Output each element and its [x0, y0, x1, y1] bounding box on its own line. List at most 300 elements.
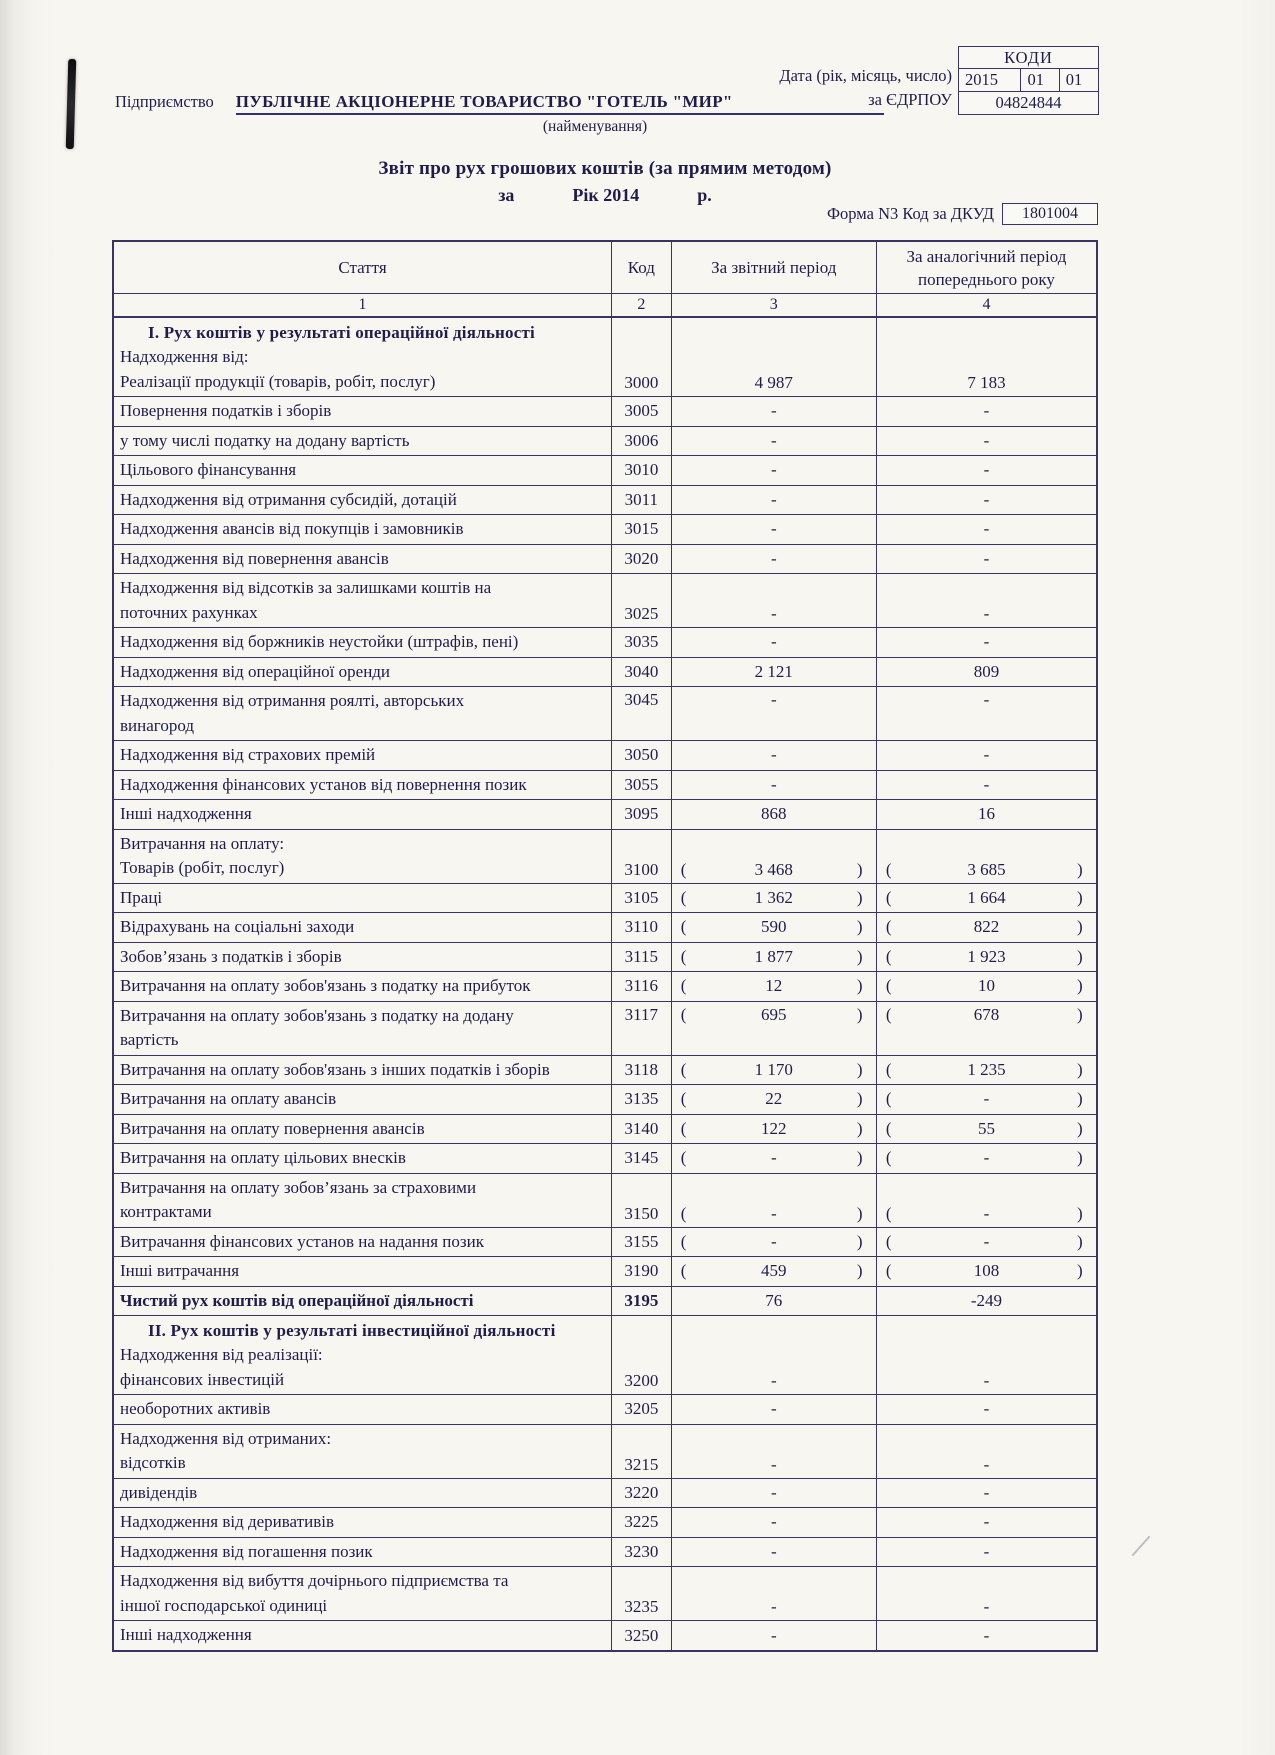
cell-value: -: [983, 1625, 990, 1645]
paren-open: (: [680, 1261, 687, 1281]
code-cell: 3230: [612, 1538, 672, 1567]
value-current-cell: [672, 427, 877, 456]
scan-artifact-mark: [66, 59, 77, 149]
article-cell: [114, 972, 612, 1001]
article-label: Надходження від отримання субсидій, дотацій: [120, 489, 457, 509]
article-cell: [114, 1002, 612, 1055]
value-previous-cell: [877, 1538, 1096, 1567]
article-cell: [114, 1228, 612, 1257]
value-current-cell: [672, 515, 877, 544]
value-previous-cell: [877, 943, 1096, 972]
cell-value: -: [983, 745, 990, 765]
table-row: [114, 1508, 1096, 1538]
cell-value: -: [983, 632, 990, 652]
table-row: [114, 1621, 1096, 1650]
table-body: [114, 318, 1096, 1650]
value-previous-cell: [877, 1287, 1096, 1316]
article-label: у тому числі податку на додану вартість: [120, 430, 410, 450]
article-label: Інші витрачання: [120, 1261, 240, 1280]
article-label: необоротних активів: [120, 1399, 271, 1418]
cell-value: 1 923: [967, 946, 1006, 966]
cell-value: 1 170: [754, 1059, 793, 1079]
table-row: [114, 1174, 1096, 1228]
article-label: Витрачання фінансових установ на надання позик: [120, 1231, 484, 1251]
paren-open: (: [885, 1004, 892, 1024]
paren-close: ): [1076, 1004, 1083, 1024]
table-row: [114, 574, 1096, 628]
table-header-row: [114, 242, 1096, 294]
cell-value: -: [983, 1454, 990, 1474]
cell-value: -: [770, 1482, 777, 1502]
table-row: [114, 800, 1096, 830]
code-cell: 3100: [612, 830, 672, 883]
value-current-cell: [672, 1174, 877, 1227]
date-label: Дата (рік, місяць, число): [779, 66, 952, 85]
paren-close: ): [1076, 1059, 1083, 1079]
article-label: винагород: [120, 715, 194, 735]
code-cell: 3015: [612, 515, 672, 544]
date-month-value: 01: [1021, 69, 1059, 91]
table-column-numbers-row: [114, 294, 1096, 318]
cell-value: -: [983, 1371, 990, 1390]
table-row: [114, 884, 1096, 914]
table-row: [114, 1115, 1096, 1145]
value-current-cell: [672, 1056, 877, 1085]
article-cell: [114, 318, 612, 396]
code-cell: 3118: [612, 1056, 672, 1085]
article-cell: [114, 687, 612, 740]
article-cell: [114, 771, 612, 800]
table-row: [114, 1316, 1096, 1395]
cell-value: 809: [973, 661, 1000, 681]
cell-value: -: [983, 1541, 990, 1561]
article-label: Надходження від вибуття дочірнього підприємства та: [120, 1571, 509, 1590]
value-current-cell: [672, 687, 877, 740]
table-row: [114, 397, 1096, 427]
cell-value: -: [770, 519, 777, 539]
article-label: іншої господарської одиниці: [120, 1595, 328, 1615]
article-cell: [114, 913, 612, 942]
article-cell: [114, 800, 612, 829]
article-label: Надходження від отримання роялті, авторських: [120, 691, 465, 710]
value-current-cell: [672, 574, 877, 627]
value-current-cell: [672, 1567, 877, 1620]
cash-flow-table: [112, 240, 1098, 1652]
cell-value: -: [983, 774, 990, 794]
table-row: [114, 318, 1096, 397]
value-previous-cell: [877, 771, 1096, 800]
cell-value: -: [983, 1482, 990, 1502]
value-previous-cell: [877, 1257, 1096, 1286]
value-previous-cell: [877, 884, 1096, 913]
enterprise-name-caption: (найменування): [542, 118, 648, 135]
paren-close: ): [1076, 1261, 1083, 1281]
value-previous-cell: [877, 830, 1096, 883]
value-previous-cell: [877, 1395, 1096, 1424]
value-previous-cell: [877, 658, 1096, 687]
paren-open: (: [885, 1089, 892, 1109]
value-previous-cell: [877, 545, 1096, 574]
table-row: [114, 830, 1096, 884]
article-cell: [114, 628, 612, 657]
value-previous-cell: [877, 1567, 1096, 1620]
cell-value: -: [770, 401, 777, 421]
article-label: Надходження від отриманих:: [120, 1428, 332, 1448]
value-previous-cell: [877, 913, 1096, 942]
cell-value: 3 685: [967, 859, 1006, 879]
article-label: Праці: [120, 887, 163, 907]
code-cell: 3117: [612, 1002, 672, 1055]
article-label: Витрачання на оплату зобов'язань з інших податків і зборів: [120, 1059, 550, 1079]
cell-value: -: [770, 774, 777, 794]
paren-close: ): [1076, 1089, 1083, 1109]
cell-value: -: [770, 1371, 777, 1390]
cell-value: 3 468: [754, 859, 793, 879]
cell-value: -: [770, 690, 777, 709]
article-label: Зобов’язань з податків і зборів: [120, 946, 342, 966]
article-cell: [114, 545, 612, 574]
form-code-box: 1801004: [1002, 203, 1098, 225]
paren-open: (: [680, 1118, 687, 1138]
value-current-cell: [672, 943, 877, 972]
paren-close: ): [856, 946, 863, 966]
value-previous-cell: [877, 800, 1096, 829]
cell-value: -: [983, 1597, 990, 1616]
value-current-cell: [672, 1144, 877, 1173]
value-previous-cell: [877, 1425, 1096, 1478]
code-cell: 3040: [612, 658, 672, 687]
article-label: Надходження від повернення авансів: [120, 548, 389, 568]
table-row: [114, 1144, 1096, 1174]
cell-value: -: [770, 1512, 777, 1532]
paren-close: ): [856, 1004, 863, 1024]
article-label: Витрачання на оплату зобов’язань за страховими: [120, 1177, 477, 1197]
paren-open: (: [680, 859, 687, 879]
date-day-value: 01: [1065, 70, 1083, 89]
cell-value: -: [983, 1399, 990, 1419]
paren-open: (: [885, 917, 892, 937]
article-label: Товарів (робіт, послуг): [120, 858, 285, 877]
code-cell: 3155: [612, 1228, 672, 1257]
table-row: [114, 515, 1096, 545]
paren-close: ): [856, 1203, 863, 1223]
cell-value: -: [983, 489, 990, 509]
cell-value: -: [983, 690, 990, 709]
paren-close: ): [856, 1118, 863, 1138]
col-number-4: 4: [982, 296, 991, 313]
cell-value: -: [770, 632, 777, 652]
paren-close: ): [856, 1231, 863, 1251]
cell-value: -: [770, 1625, 777, 1645]
cell-value: -: [983, 1231, 990, 1251]
article-cell: [114, 1056, 612, 1085]
cell-value: 678: [973, 1004, 1000, 1024]
value-current-cell: [672, 1115, 877, 1144]
article-label: Витрачання на оплату зобов'язань з податку на додану: [120, 1005, 514, 1025]
article-cell: [114, 943, 612, 972]
article-cell: [114, 1567, 612, 1620]
table-row: [114, 1567, 1096, 1621]
code-cell: 3205: [612, 1395, 672, 1424]
cell-value: 108: [973, 1261, 1000, 1281]
cell-value: -: [983, 604, 990, 623]
value-previous-cell: [877, 427, 1096, 456]
article-label: Надходження від:: [120, 347, 249, 366]
paren-open: (: [885, 946, 892, 966]
article-label: Надходження від відсотків за залишками коштів на: [120, 578, 492, 597]
article-cell: [114, 1538, 612, 1567]
cell-value: 16: [977, 804, 995, 824]
article-cell: [114, 397, 612, 426]
table-row: [114, 1002, 1096, 1056]
paren-open: (: [680, 976, 687, 996]
value-previous-cell: [877, 972, 1096, 1001]
cell-value: -: [983, 460, 990, 480]
value-previous-cell: [877, 574, 1096, 627]
value-current-cell: [672, 1316, 877, 1394]
code-cell: 3140: [612, 1115, 672, 1144]
col-number-2: 2: [612, 294, 672, 316]
table-row: [114, 1228, 1096, 1258]
article-label: Інші надходження: [120, 804, 252, 823]
table-row: [114, 1056, 1096, 1086]
article-label: Реалізації продукції (товарів, робіт, послуг): [120, 371, 436, 391]
cell-value: 459: [761, 1261, 787, 1281]
section-title: I. Рух коштів у результаті операційної діяльності: [148, 323, 535, 342]
code-cell: 3050: [612, 741, 672, 770]
table-row: [114, 1287, 1096, 1317]
code-cell: 3010: [612, 456, 672, 485]
paren-open: (: [885, 1118, 892, 1138]
value-previous-cell: [877, 397, 1096, 426]
paren-open: (: [885, 976, 892, 996]
header-article: Стаття: [114, 242, 612, 293]
code-cell: 3006: [612, 427, 672, 456]
code-cell: 3215: [612, 1425, 672, 1478]
value-previous-cell: [877, 1085, 1096, 1114]
codes-box-date-row: [959, 69, 1098, 92]
paren-close: ): [856, 887, 863, 907]
paren-close: ): [856, 859, 863, 879]
cell-value: -249: [970, 1290, 1003, 1310]
table-row: [114, 427, 1096, 457]
cell-value: -: [770, 1597, 777, 1616]
article-label: вартість: [120, 1030, 179, 1049]
cell-value: -: [770, 1148, 777, 1168]
period-suffix: р.: [697, 185, 712, 205]
value-current-cell: [672, 1085, 877, 1114]
paren-open: (: [680, 887, 687, 907]
cell-value: -: [983, 430, 990, 450]
table-row: [114, 545, 1096, 575]
article-cell: [114, 515, 612, 544]
paren-close: ): [1076, 1118, 1083, 1138]
paren-open: (: [885, 1261, 892, 1281]
cell-value: 10: [977, 976, 995, 996]
code-cell: 3045: [612, 687, 672, 740]
paren-close: ): [856, 1089, 863, 1109]
article-label: Надходження від реалізації:: [120, 1345, 323, 1364]
paren-close: ): [1076, 1231, 1083, 1251]
code-cell: 3220: [612, 1479, 672, 1508]
value-previous-cell: [877, 1228, 1096, 1257]
value-previous-cell: [877, 318, 1096, 396]
table-row: [114, 1257, 1096, 1287]
table-row: [114, 456, 1096, 486]
article-label: відсотків: [120, 1453, 186, 1472]
code-cell: 3020: [612, 545, 672, 574]
cell-value: -: [770, 489, 777, 509]
article-label: Надходження від операційної оренди: [120, 661, 391, 681]
value-previous-cell: [877, 1621, 1096, 1650]
paren-close: ): [856, 1261, 863, 1281]
value-current-cell: [672, 1287, 877, 1316]
value-current-cell: [672, 1508, 877, 1537]
edrpou-label: за ЄДРПОУ: [868, 90, 952, 109]
period-prefix: за: [498, 185, 515, 205]
value-current-cell: [672, 456, 877, 485]
code-cell: 3250: [612, 1621, 672, 1650]
paren-close: ): [856, 1148, 863, 1168]
value-current-cell: [672, 1425, 877, 1478]
cell-value: -: [770, 1454, 777, 1474]
value-current-cell: [672, 545, 877, 574]
value-previous-cell: [877, 1056, 1096, 1085]
paren-close: ): [1076, 1148, 1083, 1168]
code-cell: 3116: [612, 972, 672, 1001]
article-label: Відрахувань на соціальні заходи: [120, 917, 355, 936]
code-cell: 3011: [612, 486, 672, 515]
cell-value: 1 235: [967, 1059, 1006, 1079]
cell-value: 2 121: [754, 661, 793, 681]
cell-value: 122: [761, 1118, 787, 1138]
value-previous-cell: [877, 1002, 1096, 1055]
cell-value: -: [770, 745, 777, 765]
article-label: Повернення податків і зборів: [120, 401, 332, 420]
value-current-cell: [672, 771, 877, 800]
cell-value: -: [770, 604, 777, 623]
value-previous-cell: [877, 1316, 1096, 1394]
paren-open: (: [885, 887, 892, 907]
article-label: Витрачання на оплату повернення авансів: [120, 1118, 425, 1138]
value-current-cell: [672, 913, 877, 942]
paren-open: (: [680, 917, 687, 937]
cell-value: -: [983, 548, 990, 568]
article-label: контрактами: [120, 1202, 212, 1221]
cell-value: 1 362: [754, 887, 793, 907]
paren-open: (: [885, 1203, 892, 1223]
article-label: Витрачання на оплату авансів: [120, 1089, 337, 1108]
article-label: поточних рахунках: [120, 602, 258, 622]
table-row: [114, 771, 1096, 801]
article-cell: [114, 1479, 612, 1508]
cell-value: 695: [761, 1004, 787, 1024]
value-previous-cell: [877, 1144, 1096, 1173]
col-number-3: 3: [672, 294, 877, 316]
table-row: [114, 943, 1096, 973]
paren-close: ): [1076, 976, 1083, 996]
cell-value: 1 664: [967, 887, 1006, 907]
article-label: Витрачання на оплату:: [120, 833, 285, 853]
code-cell: 3110: [612, 913, 672, 942]
cell-value: -: [983, 1089, 990, 1109]
article-cell: [114, 1508, 612, 1537]
article-label: Інші надходження: [120, 1625, 252, 1644]
cell-value: 590: [761, 917, 787, 937]
form-label: Форма N3 Код за ДКУД: [827, 204, 994, 223]
table-row: [114, 687, 1096, 741]
value-current-cell: [672, 397, 877, 426]
cell-value: 4 987: [754, 373, 793, 392]
paren-close: ): [1076, 1203, 1083, 1223]
code-cell: 3235: [612, 1567, 672, 1620]
code-cell: 3190: [612, 1257, 672, 1286]
form-line: [620, 203, 1098, 225]
cell-value: -: [983, 1203, 990, 1223]
table-row: [114, 486, 1096, 516]
value-current-cell: [672, 486, 877, 515]
enterprise-line: [115, 92, 884, 115]
article-label: Надходження від страхових премій: [120, 745, 376, 764]
paren-close: ): [856, 917, 863, 937]
article-label: Надходження фінансових установ від повернення позик: [120, 774, 527, 794]
value-previous-cell: [877, 456, 1096, 485]
article-cell: [114, 1395, 612, 1424]
value-current-cell: [672, 1002, 877, 1055]
value-current-cell: [672, 1395, 877, 1424]
enterprise-name: ПУБЛІЧНЕ АКЦІОНЕРНЕ ТОВАРИСТВО "ГОТЕЛЬ "МИР": [236, 92, 884, 115]
value-previous-cell: [877, 741, 1096, 770]
table-row: [114, 1395, 1096, 1425]
enterprise-label: Підприємство: [115, 92, 214, 111]
article-cell: [114, 1144, 612, 1173]
cell-value: 822: [973, 917, 1000, 937]
cell-value: 868: [761, 804, 787, 824]
code-cell: 3095: [612, 800, 672, 829]
value-current-cell: [672, 1479, 877, 1508]
value-previous-cell: [877, 1479, 1096, 1508]
article-cell: [114, 486, 612, 515]
value-current-cell: [672, 741, 877, 770]
article-label: Чистий рух коштів від операційної діяльності: [120, 1290, 474, 1310]
article-label: Цільового фінансування: [120, 460, 297, 479]
value-previous-cell: [877, 1174, 1096, 1227]
paren-close: ): [1076, 859, 1083, 879]
table-row: [114, 1479, 1096, 1509]
article-cell: [114, 1287, 612, 1316]
value-current-cell: [672, 1621, 877, 1650]
article-cell: [114, 1621, 612, 1650]
article-label: Надходження авансів від покупців і замовників: [120, 519, 464, 538]
article-label: Витрачання на оплату цільових внесків: [120, 1148, 406, 1167]
value-previous-cell: [877, 486, 1096, 515]
table-row: [114, 913, 1096, 943]
paren-open: (: [885, 1231, 892, 1251]
cell-value: 55: [977, 1118, 995, 1138]
article-cell: [114, 830, 612, 883]
paren-open: (: [885, 859, 892, 879]
paren-close: ): [856, 976, 863, 996]
cell-value: 1 877: [754, 946, 793, 966]
table-row: [114, 741, 1096, 771]
paren-open: (: [885, 1148, 892, 1168]
paren-close: ): [1076, 917, 1083, 937]
code-cell: 3005: [612, 397, 672, 426]
cell-value: -: [770, 430, 777, 450]
value-current-cell: [672, 1257, 877, 1286]
code-cell: 3135: [612, 1085, 672, 1114]
header-previous-period: За аналогічний період попереднього року: [906, 246, 1067, 289]
